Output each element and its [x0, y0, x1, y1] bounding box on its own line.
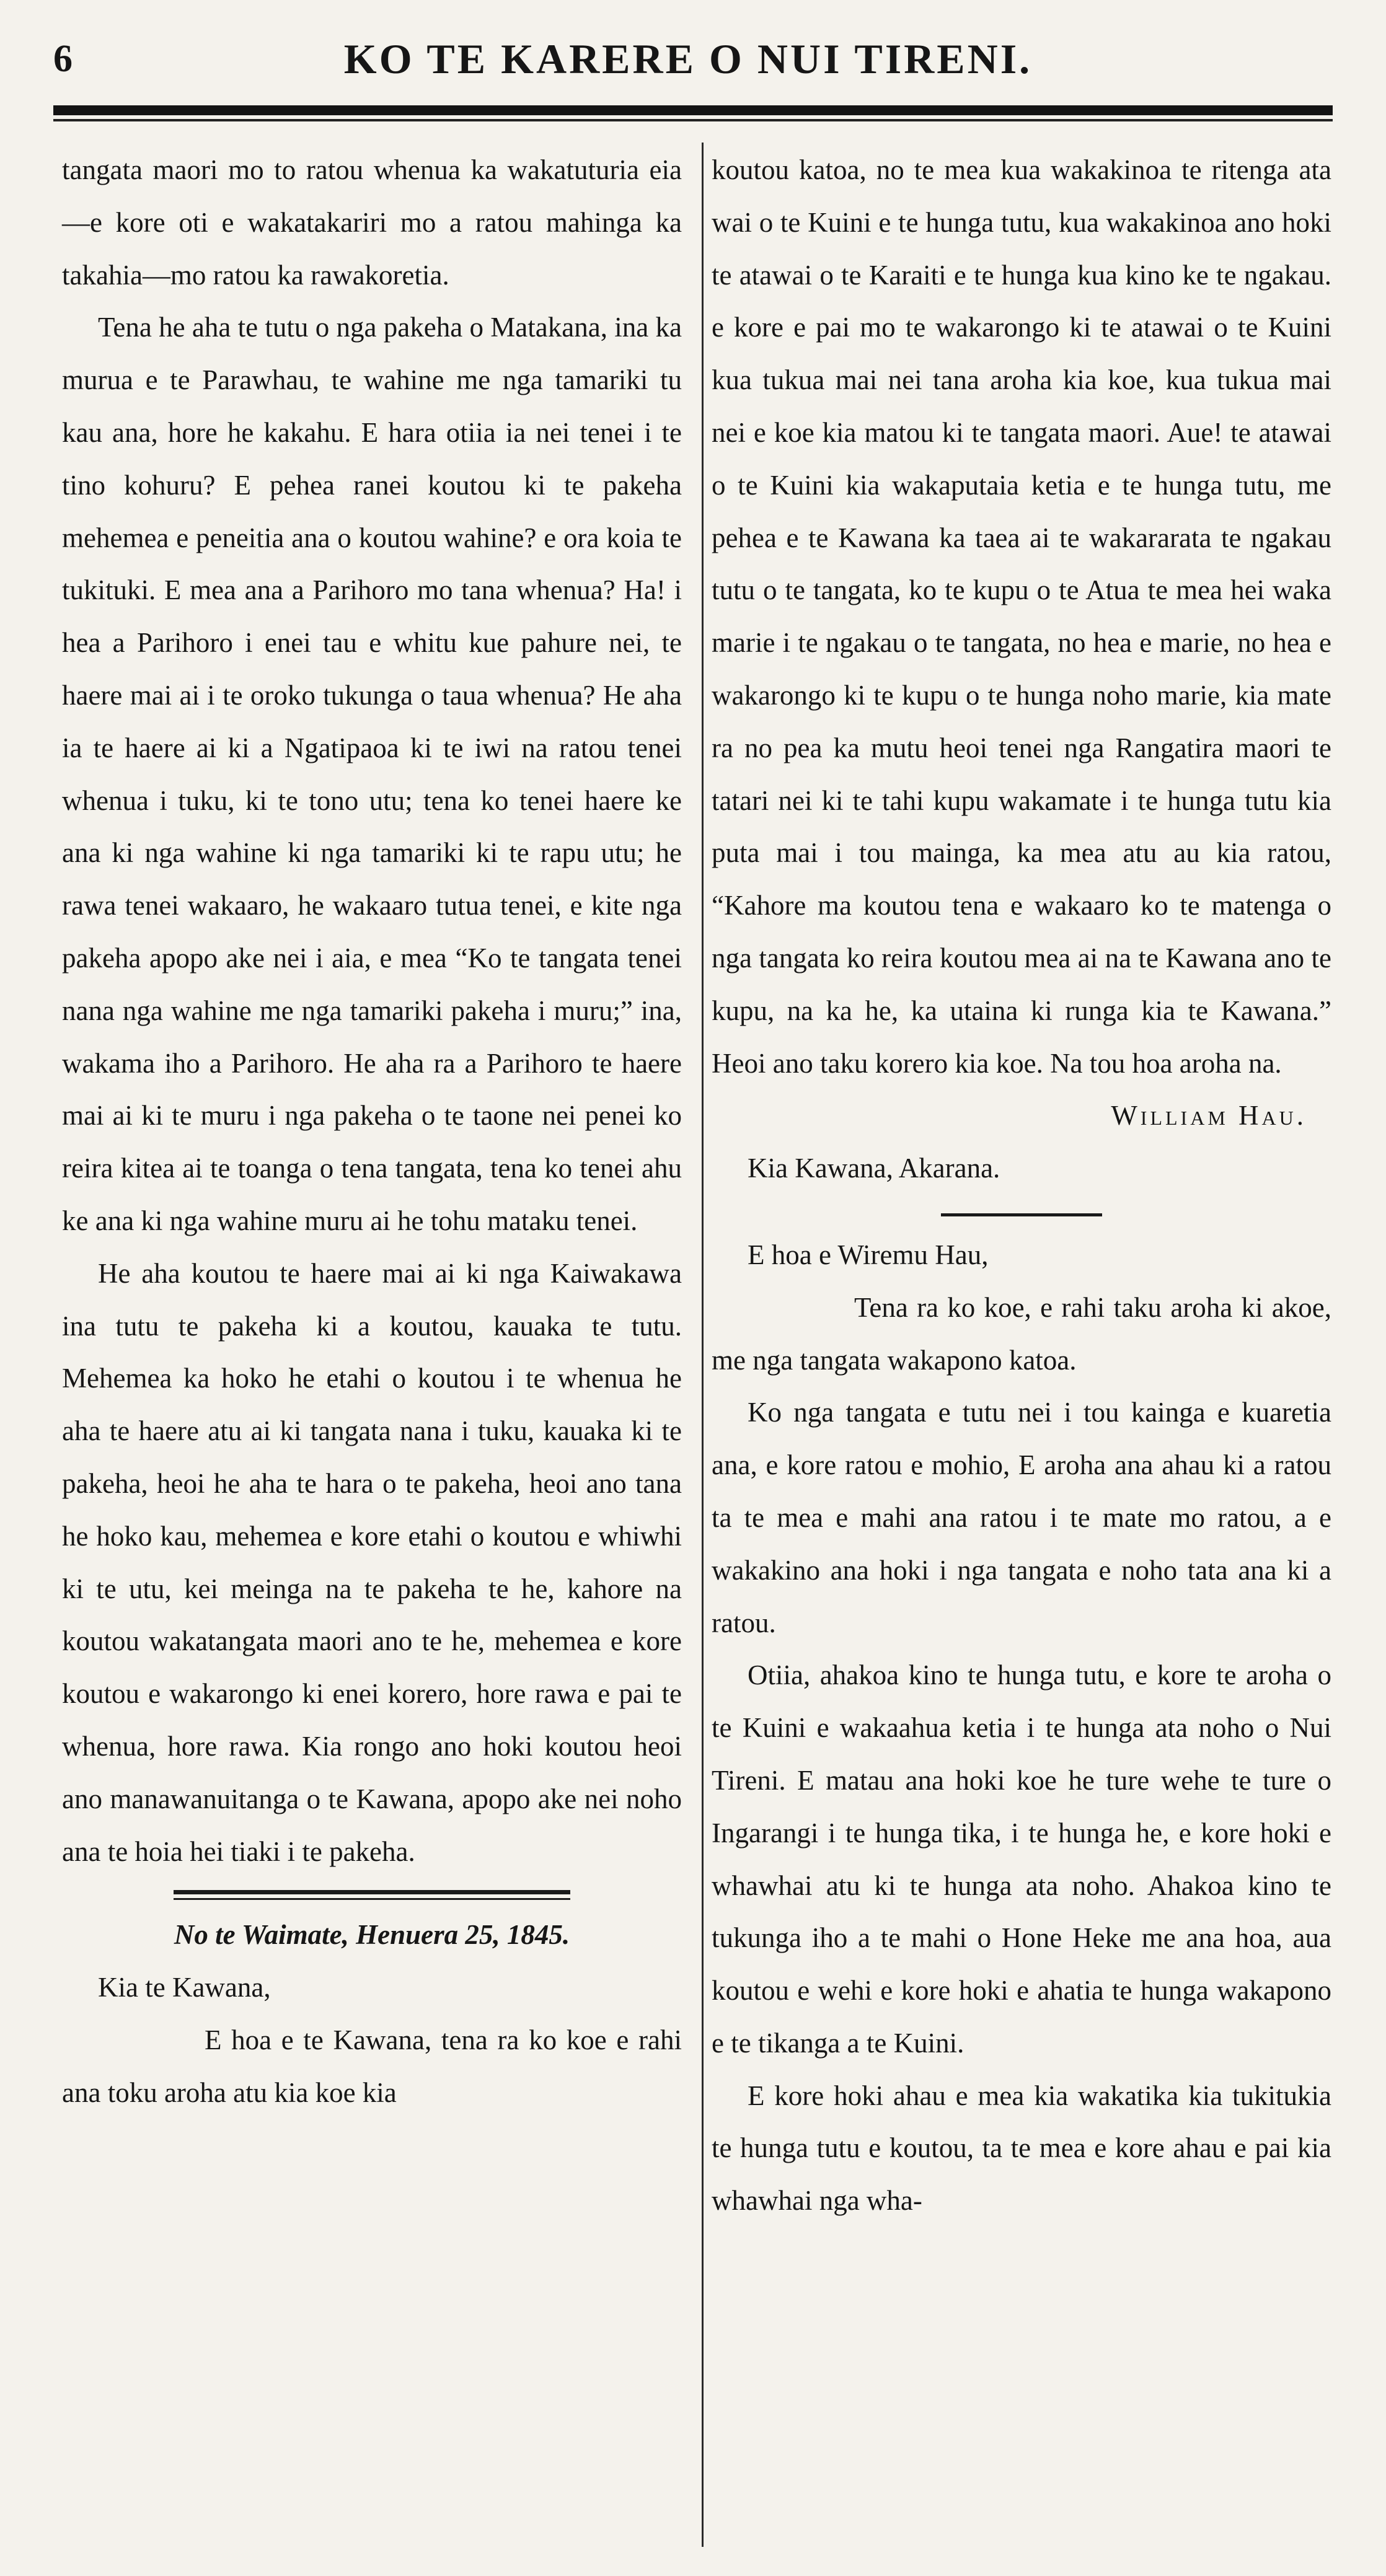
newspaper-title: KO TE KARERE O NUI TIRENI. [343, 35, 1033, 82]
right-column [712, 144, 1331, 2227]
letter-salutation: Kia te Kawana, [98, 1972, 271, 2003]
right-paragraph-continued: koutou katoa, no te mea kua wakakinoa te ritenga ata wai o te Kuini e te hunga tutu, kua wakakinoa ano hoki te atawai o te Karaiti e te hunga kua kino ke te ngakau. e kore e pai mo te wakarongo ki te atawai o te Kuini kua tukua mai nei tana aroha kia koe, kua tukua mai nei e koe kia matou ki te tangata maori. Aue! te atawai o te Kuini kia wakaputaia ketia e te hunga tutu, me pehea e te Kawana ka taea ai te wakararata te ngakau tutu o te tangata, ko te kupu o te Atua te mea hei waka marie i te ngakau o te tangata, no hea e marie, no hea e wakarongo ki te kupu o te hunga noho marie, kia mate ra no pea ka mutu heoi tenei nga Rangatira maori te tatari nei ki te tahi kupu wakamate i te hunga tutu kia puta mai i tou mainga, ka mea atu au kia ratou, “Kahore ma koutou tena e wakaaro ko te matenga o nga tangata ko reira koutou mea ai na te Kawana ano te kupu, na ka he, ka utaina ki runga kia te Kawana.” Heoi ano taku korero kia koe. Na tou hoa aroha na. [712, 154, 1331, 1079]
reply-greeting: Tena ra ko koe, e rahi taku aroha ki akoe, me nga tangata wakapono katoa. [712, 1291, 1331, 1376]
masthead [0, 34, 1386, 108]
page-number: 6 [53, 38, 73, 80]
column-divider [702, 143, 704, 2547]
reply-paragraph-kainga: Ko nga tangata e tutu nei i tou kainga e kuaretia ana, e kore ratou e mohio, E aroha ana ahau ki a ratou ta te mea e mahi ana ratou i te mate mo ratou, a e wakakino ana hoki i nga tangata e noho tata ana ki a ratou. [712, 1397, 1331, 1638]
left-column [62, 144, 682, 2119]
masthead-rule-thin [53, 119, 1333, 121]
left-paragraph-matakana: Tena he aha te tutu o nga pakeha o Matakana, ina ka murua e te Parawhau, te wahine me nga tamariki tu kau ana, hore he kakahu. E hara otiia ia nei tenei i te tino kohuru? E pehea ranei koutou ki te pakeha mehemea e peneitia ana o koutou wahine? e ora koia te tukituki. E mea ana a Parihoro mo tana whenua? Ha! i hea a Parihoro i enei tau e whitu kue pahure nei, te haere mai ai i te oroko tukunga o taua whenua? He aha ia te haere ai ki a Ngatipaoa ki te iwi na ratou tenei whenua i tuku, ki te tono utu; tena ko tenei haere ke ana ki nga wahine ki nga tamariki ki te rapu utu; he rawa tenei wakaaro, he wakaaro tutua tenei, e kite nga pakeha apopo ake nei i aia, e mea “Ko te tangata tenei nana nga wahine me nga tamariki pakeha i muru;” ina, wakama iho a Parihoro. He aha ra a Parihoro te haere mai ai ki te muru i nga pakeha o te taone nei penei ko reira kitea ai te toanga o tena tangata, tena ko tenei ahu ke ana ki nga wahine muru ai he tohu mataku tenei. [62, 312, 682, 1236]
left-paragraph-kaiwakawa: He aha koutou te haere mai ai ki nga Kaiwakawa ina tutu te pakeha ki a koutou, kauaka te tutu. Mehemea ka hoko he etahi o koutou i te whenua he aha te haere atu ai ki tangata nana i tuku, kauaka ki te pakeha, heoi he aha te hara o te pakeha, heoi ano tana he hoko kau, mehemea e kore etahi o koutou e whiwhi ki te utu, kei meinga na te pakeha te he, kahore na koutou wakatangata maori ano te he, mehemea e kore koutou e wakarongo ki enei korero, hore rawa e pai te whenua, hore rawa. Kia rongo ano hoki koutou heoi ano manawanuitanga o te Kawana, apopo ake nei noho ana te hoia hei tiaki i te pakeha. [62, 1257, 682, 1867]
left-letter-opening: E hoa e te Kawana, tena ra ko koe e rahi ana toku aroha atu kia koe kia [62, 2024, 682, 2108]
letter-dateline: No te Waimate, Henuera 25, 1845. [174, 1919, 570, 1951]
reply-paragraph-whawhai: E kore hoki ahau e mea kia wakatika kia tukitukia te hunga tutu e koutou, ta te mea e kore ahau e pai kia whawhai nga wha- [712, 2080, 1331, 2217]
reply-salutation: E hoa e Wiremu Hau, [748, 1239, 989, 1270]
left-paragraph-continued: tangata maori mo to ratou whenua ka wakatuturia eia—e kore oti e wakatakariri mo a ratou mahinga ka takahia—mo ratou ka rawakoretia. [62, 154, 682, 291]
letter-divider [941, 1213, 1102, 1216]
masthead-rule-thick [53, 105, 1333, 115]
section-divider [174, 1890, 570, 1900]
letter-signature: William Hau. [1111, 1100, 1307, 1132]
reply-paragraph-otiia: Otiia, ahakoa kino te hunga tutu, e kore te aroha o te Kuini e wakaahua ketia i te hunga ata noho o Nui Tireni. E matau ana hoki koe he ture wehe te ture o Ingarangi i te hunga tika, i te hunga he, e kore hoki e whawhai atu ki te hunga ata noho. Ahakoa kino te tukunga iho a te mahi o Hone Heke me ana hoa, aua koutou e wehi e kore hoki e ahatia te hunga wakapono e te tikanga a te Kuini. [712, 1659, 1331, 2059]
letter-addressee: Kia Kawana, Akarana. [748, 1153, 1000, 1184]
